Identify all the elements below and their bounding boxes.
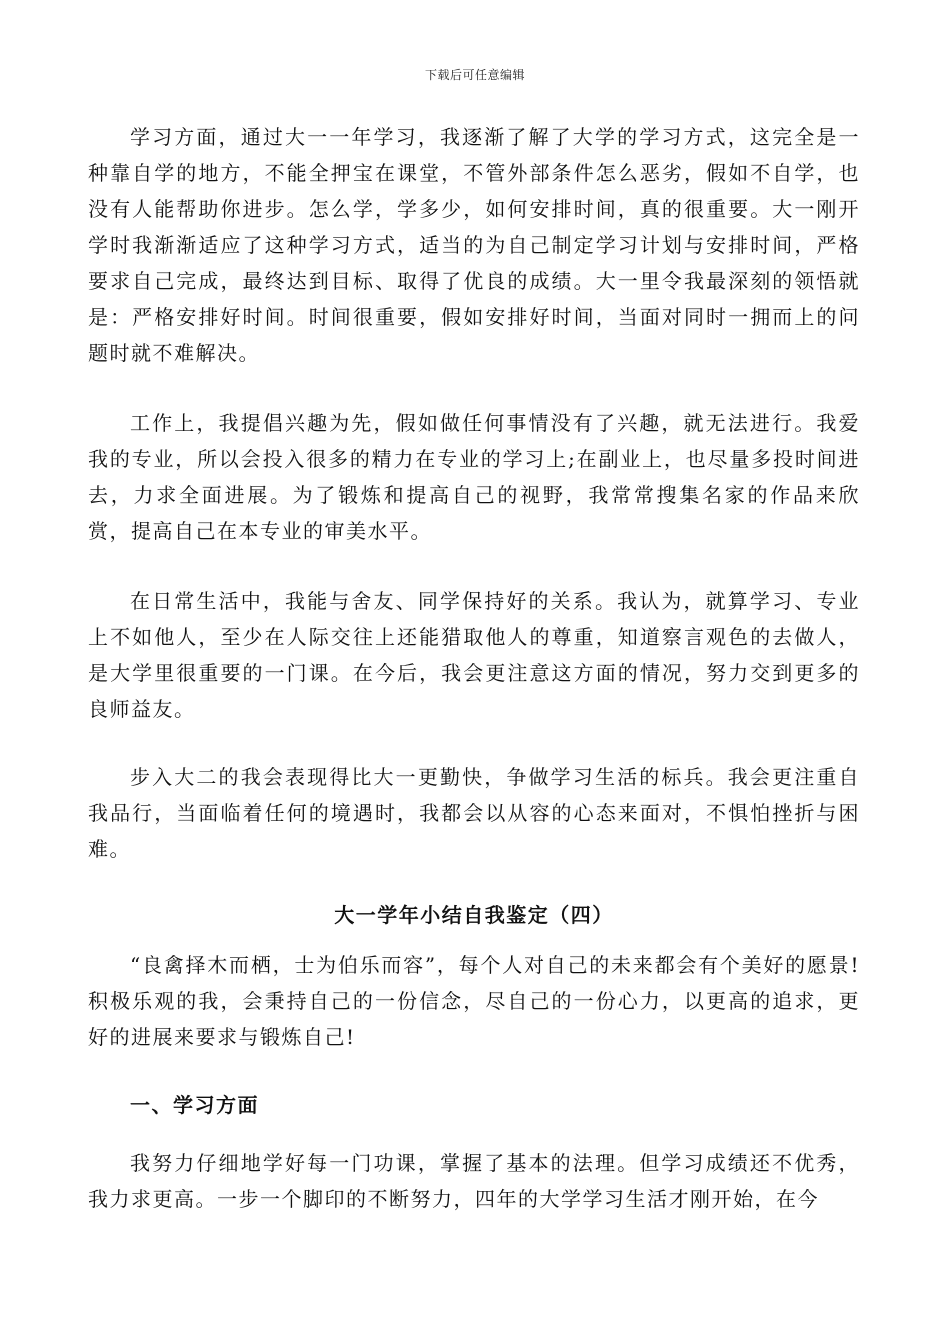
document-body [88, 119, 860, 1217]
section-subheading: 一、学习方面 [130, 1093, 259, 1117]
page-header-note: 下载后可任意编辑 [424, 68, 525, 82]
section-title: 大一学年小结自我鉴定（四） [334, 903, 614, 927]
paragraph-study: 学习方面，通过大一一年学习，我逐渐了解了大学的学习方式，这完全是一种靠自学的地方，不能全押宝在课堂，不管外部条件怎么恶劣，假如不自学，也没有人能帮助你进步。怎么学，学多少，如何安排时间，真的很重要。大一刚开学时我渐渐适应了这种学习方式，适当的为自己制定学习计划与安排时间，严格要求自己完成，最终达到目标、取得了优良的成绩。大一里令我最深刻的领悟就是：严格安排好时间。时间很重要，假如安排好时间，当面对同时一拥而上的问题时就不难解决。 [88, 125, 860, 365]
paragraph-life: 在日常生活中，我能与舍友、同学保持好的关系。我认为，就算学习、专业上不如他人，至少在人际交往上还能猎取他人的尊重，知道察言观色的去做人，是大学里很重要的一门课。在今后，我会更注意这方面的情况，努力交到更多的良师益友。 [88, 589, 860, 721]
section-body: 我努力仔细地学好每一门功课，掌握了基本的法理。但学习成绩还不优秀，我力求更高。一步一个脚印的不断努力，四年的大学学习生活才刚开始，在今 [88, 1151, 860, 1211]
section-intro: “良禽择木而栖，士为伯乐而容”，每个人对自己的未来都会有个美好的愿景!积极乐观的我，会秉持自己的一份信念，尽自己的一份心力，以更高的追求，更好的进展来要求与锻炼自己! [88, 953, 860, 1049]
paragraph-future: 步入大二的我会表现得比大一更勤快，争做学习生活的标兵。我会更注重自我品行，当面临着任何的境遇时，我都会以从容的心态来面对，不惧怕挫折与困难。 [88, 765, 860, 861]
paragraph-work: 工作上，我提倡兴趣为先，假如做任何事情没有了兴趣，就无法进行。我爱我的专业，所以会投入很多的精力在专业的学习上;在副业上，也尽量多投时间进去，力求全面进展。为了锻炼和提高自己的视野，我常常搜集名家的作品来欣赏，提高自己在本专业的审美水平。 [88, 411, 860, 543]
